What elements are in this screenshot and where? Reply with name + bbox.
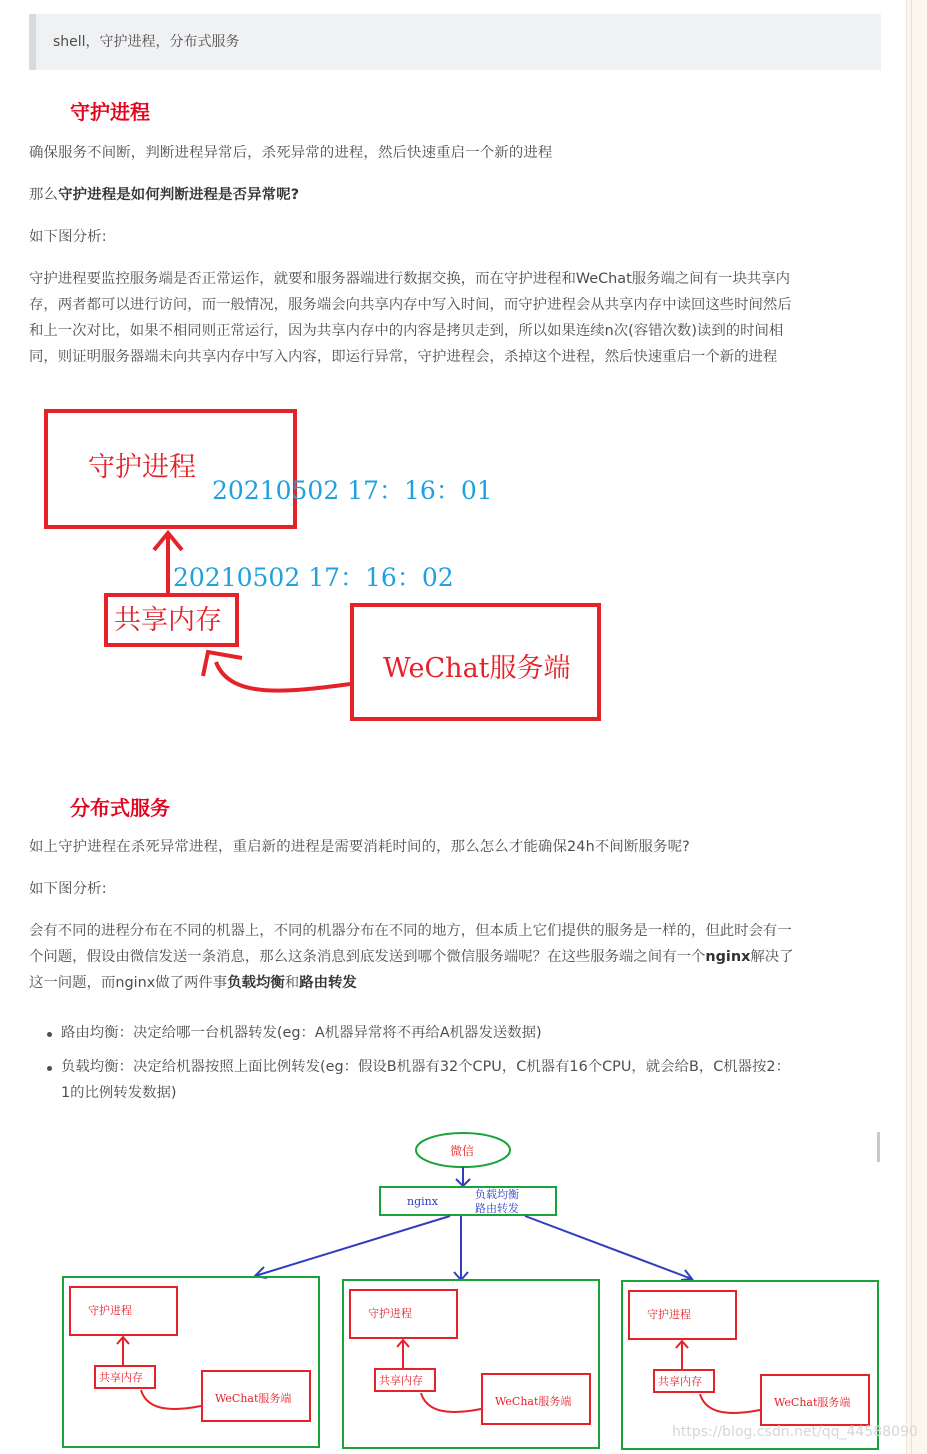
heading-distributed: 分布式服务	[70, 796, 170, 820]
load-balance-bold: 负载均衡	[227, 975, 285, 991]
question-prefix: 那么	[29, 187, 59, 203]
server-label-small: WeChat服务端	[495, 1395, 572, 1408]
arrow-curve-small	[141, 1390, 201, 1409]
wechat-server-label: WeChat服务端	[383, 653, 571, 684]
distributed-diagram	[55, 1128, 881, 1450]
server-label-small: WeChat服务端	[215, 1392, 292, 1405]
paragraph-distributed-intro: 如上守护进程在杀死异常进程，重启新的进程是需要消耗时间的，那么怎么才能确保24h不间断服务呢?	[29, 839, 690, 855]
daemon-box-label: 守护进程	[88, 452, 196, 483]
arrow-nginx-left	[255, 1216, 450, 1276]
paragraph-daemon-intro: 确保服务不间断，判断进程异常后，杀死异常的进程，然后快速重启一个新的进程	[29, 145, 553, 161]
daemon-label-small: 守护进程	[368, 1307, 412, 1320]
bullet-text: 1的比例转发数据)	[61, 1085, 177, 1101]
daemon-label-small: 守护进程	[88, 1304, 132, 1317]
daemon-diagram	[40, 400, 610, 730]
machine-node-b	[343, 1280, 599, 1448]
server-label-small: WeChat服务端	[774, 1396, 851, 1409]
time-label-1: 20210502 17：16：01	[212, 476, 493, 505]
nginx-label: nginx	[407, 1195, 438, 1208]
machine-frame	[343, 1280, 599, 1448]
bullet-text: 负载均衡：决定给机器按照上面比例转发(eg：假设B机器有32个CPU，C机器有16个CPU，就会给B，C机器按2：	[61, 1059, 790, 1075]
detail-line: 会有不同的进程分布在不同的机器上，不同的机器分布在不同的地方，但本质上它们提供的服务是一样的，但此时会有一	[29, 923, 792, 939]
paragraph-daemon-question	[29, 182, 881, 208]
detail-text: 和	[284, 975, 300, 991]
page-right-rail	[906, 0, 927, 1454]
machine-node-a	[63, 1277, 319, 1447]
shm-label-small: 共享内存	[99, 1371, 143, 1384]
paragraph-figure-intro-1: 如下图分析:	[29, 229, 107, 245]
detail-line	[29, 970, 881, 996]
arrow-nginx-right	[525, 1216, 692, 1279]
detail-line: 和上一次对比，如果不相同则正常运行，因为共享内存中的内容是拷贝走到，所以如果连续n次(容错次数)读到的时间相	[29, 323, 784, 339]
shm-label-small: 共享内存	[658, 1375, 702, 1388]
paragraph-daemon-detail	[29, 266, 881, 370]
image-watermark: https://blog.csdn.net/qq_44588090	[672, 1424, 918, 1440]
detail-line: 守护进程要监控服务端是否正常运作，就要和服务器端进行数据交换，而在守护进程和WeChat服务端之间有一块共享内	[29, 271, 791, 287]
bullet-dot	[47, 1032, 52, 1037]
detail-line	[29, 944, 881, 970]
nginx-bold: nginx	[705, 949, 751, 965]
detail-line: 同，则证明服务器端未向共享内存中写入内容，即运行异常，守护进程会，杀掉这个进程，然后快速重启一个新的进程	[29, 349, 778, 365]
detail-line: 存，两者都可以进行访问，而一般情况，服务端会向共享内存中写入时间，而守护进程会从共享内存中读回这些时间然后	[29, 297, 792, 313]
bullet-item	[29, 1054, 881, 1106]
route-forward-label: 路由转发	[475, 1202, 519, 1215]
shm-label-small: 共享内存	[379, 1374, 423, 1387]
question-bold: 守护进程是如何判断进程是否异常呢?	[58, 187, 300, 203]
bullet-item	[29, 1020, 881, 1046]
detail-text: 个问题，假设由微信发送一条消息，那么这条消息到底发送到哪个微信服务端呢？在这些服务端之间有一个	[29, 949, 706, 965]
bullet-dot	[47, 1066, 52, 1071]
time-label-2: 20210502 17：16：02	[173, 563, 454, 592]
paragraph-figure-intro-2: 如下图分析:	[29, 881, 107, 897]
bullet-text: 路由均衡：决定给哪一台机器转发(eg：A机器异常将不再给A机器发送数据)	[61, 1025, 542, 1041]
route-forward-bold: 路由转发	[299, 975, 357, 991]
arrow-curve-small	[700, 1394, 760, 1413]
blockquote: shell，守护进程，分布式服务	[29, 14, 881, 70]
wechat-client-label: 微信	[450, 1144, 475, 1158]
load-balance-label: 负载均衡	[475, 1188, 519, 1201]
heading-daemon: 守护进程	[70, 100, 150, 124]
rail-line	[911, 0, 912, 1454]
arrow-curve-small	[421, 1393, 481, 1412]
arrow-curve	[216, 662, 350, 691]
diagram-scrollbar	[877, 1132, 880, 1162]
shared-memory-label: 共享内存	[114, 605, 222, 636]
bullet-list	[29, 1020, 881, 1114]
daemon-label-small: 守护进程	[647, 1308, 691, 1321]
paragraph-distributed-detail	[29, 918, 881, 996]
detail-text: 解决了	[750, 949, 794, 965]
detail-text: 这一问题，而nginx做了两件事	[29, 975, 228, 991]
